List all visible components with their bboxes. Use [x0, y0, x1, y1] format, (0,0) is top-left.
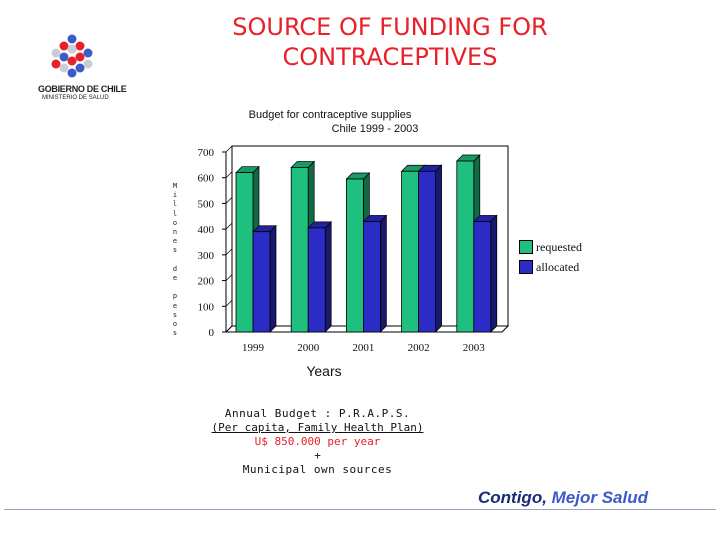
y-tick-label: 400	[197, 224, 214, 237]
y-tick-label: 700	[197, 147, 214, 159]
notes-line3: U$ 850.000 per year	[254, 435, 381, 448]
x-tick-label: 2003	[462, 342, 485, 354]
y-axis-label-char: M	[172, 182, 178, 190]
bar-allocated-2000	[308, 228, 325, 332]
footer-divider	[4, 509, 716, 510]
notes-line1: Annual Budget : P.R.A.P.S.	[224, 407, 411, 420]
y-axis-label-char: s	[172, 310, 178, 319]
page-title-line2: CONTRACEPTIVES	[282, 43, 498, 71]
bar-allocated-side	[380, 215, 386, 332]
bar-allocated-side	[436, 165, 442, 332]
page-title-line1: SOURCE OF FUNDING FOR	[232, 13, 548, 41]
y-axis-label-char: s	[172, 329, 178, 338]
bar-requested-2003	[457, 161, 474, 332]
y-axis-label-char: e	[172, 274, 178, 283]
bar-allocated-2001	[363, 221, 380, 332]
slogan-part2: Mejor Salud	[546, 488, 648, 507]
bar-requested-2001	[346, 179, 363, 332]
x-tick-label: 1999	[242, 342, 264, 354]
y-axis-label-char: l	[172, 200, 178, 209]
notes-line4: +	[314, 449, 321, 462]
bar-allocated-2002	[419, 171, 436, 332]
legend-item-allocated	[519, 257, 582, 277]
logo-ministry: MINISTERIO DE SALUD	[42, 95, 109, 101]
chart-subtitle: Chile 1999 - 2003	[331, 123, 419, 135]
legend-swatch-allocated	[519, 260, 533, 274]
logo-name: GOBIERNO DE CHILE	[38, 84, 127, 94]
legend-item-requested	[519, 237, 582, 257]
y-tick-label: 500	[197, 198, 214, 211]
y-tick-label: 600	[197, 172, 214, 185]
chart-title-line1: Budget for contraceptive supplies	[248, 109, 412, 121]
bar-allocated-side	[270, 226, 276, 332]
y-axis-label-char: p	[172, 292, 178, 301]
legend-label-requested: requested	[536, 239, 582, 254]
bar-allocated-side	[325, 222, 331, 332]
bar-requested-1999	[236, 173, 253, 332]
budget-notes	[180, 407, 455, 477]
y-axis-label-char: d	[172, 264, 178, 273]
y-tick-label: 100	[197, 301, 214, 314]
bar-allocated-1999	[253, 232, 270, 332]
y-axis-label-char: e	[172, 237, 178, 246]
notes-line2: (Per capita, Family Health Plan)	[211, 421, 424, 434]
legend-label-allocated: allocated	[536, 259, 580, 274]
y-axis-label-char: s	[172, 246, 178, 255]
x-axis-label: Years	[306, 363, 342, 379]
bar-allocated-side	[491, 215, 497, 332]
slogan	[478, 488, 648, 508]
y-axis-label-char: l	[172, 209, 178, 218]
y-axis-label-char: o	[172, 218, 178, 227]
y-axis-label-char: i	[172, 191, 178, 200]
x-tick-label: 2002	[407, 342, 430, 354]
x-tick-label: 2001	[352, 342, 375, 354]
bar-requested-2000	[291, 167, 308, 332]
y-axis-label-char: n	[172, 228, 178, 237]
notes-line5: Municipal own sources	[242, 463, 393, 476]
bar-requested-2002	[402, 171, 419, 332]
slogan-part1: Contigo,	[478, 488, 547, 507]
chart-legend	[519, 237, 582, 277]
legend-swatch-requested	[519, 240, 533, 254]
y-axis-label-char: e	[172, 301, 178, 310]
y-tick-label: 200	[197, 275, 214, 288]
y-tick-label: 0	[208, 327, 214, 339]
x-tick-label: 2000	[297, 342, 320, 354]
y-tick-label: 300	[197, 249, 214, 262]
y-axis-label-char: o	[172, 320, 178, 329]
bar-allocated-2003	[474, 221, 491, 332]
